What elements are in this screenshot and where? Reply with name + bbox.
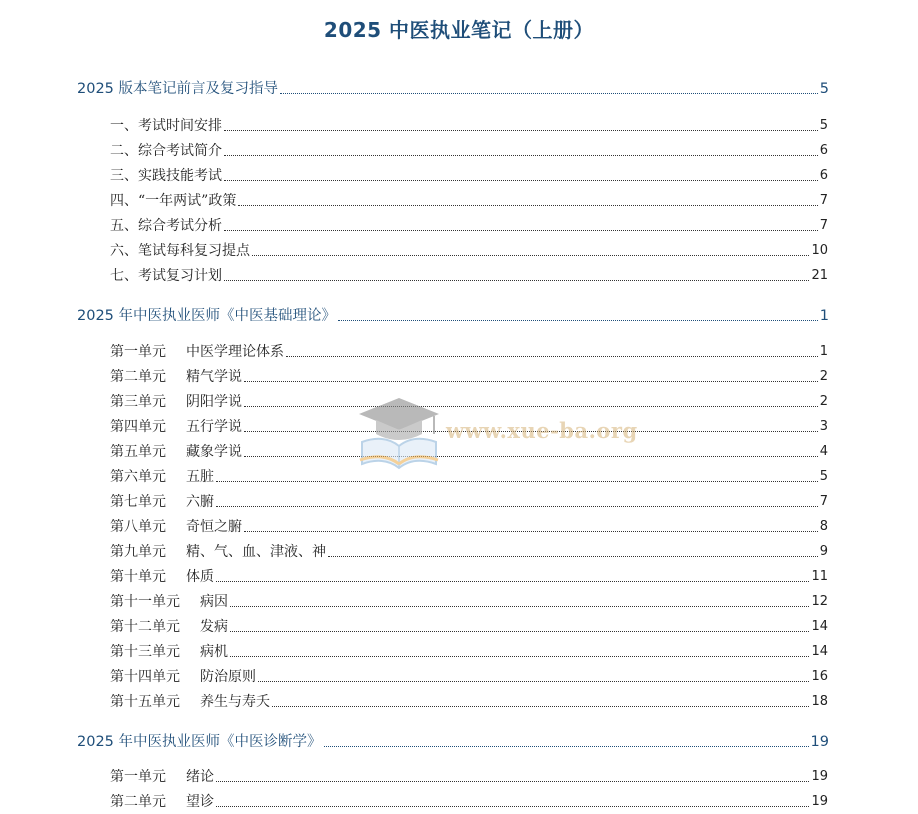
dot-leader — [216, 581, 809, 582]
toc-item-label: 体质 — [186, 569, 214, 585]
toc-item[interactable] — [110, 191, 828, 211]
toc-unit-label: 第十三单元 — [110, 644, 180, 660]
dot-leader — [328, 556, 818, 557]
toc-page-number: 18 — [811, 694, 828, 709]
toc-unit-label: 第二单元 — [110, 369, 166, 385]
toc-heading-label: 2025 版本笔记前言及复习指导 — [77, 81, 279, 97]
toc-item-label: 五行学说 — [186, 419, 242, 435]
toc-page-number: 16 — [811, 669, 828, 684]
toc-page-number: 1 — [819, 344, 828, 359]
toc-item[interactable] — [110, 392, 828, 412]
toc-item-label: 五脏 — [186, 469, 214, 485]
toc-page-number: 21 — [811, 268, 828, 283]
toc-unit-label: 第十一单元 — [110, 594, 180, 610]
watermark-text: www.xue-ba.org — [446, 418, 638, 443]
dot-leader — [216, 481, 818, 482]
toc-item[interactable] — [110, 617, 828, 637]
toc-item[interactable] — [110, 542, 828, 562]
dot-leader — [216, 806, 809, 807]
toc-item[interactable] — [110, 692, 828, 712]
toc-item-label: 藏象学说 — [186, 444, 242, 460]
dot-leader — [238, 205, 817, 206]
toc-item[interactable] — [110, 467, 828, 487]
toc-page-number: 10 — [811, 243, 828, 258]
toc-page-number: 11 — [811, 569, 828, 584]
dot-leader — [216, 781, 809, 782]
toc-item[interactable] — [110, 567, 828, 587]
toc-page-number: 19 — [811, 769, 828, 784]
toc-unit-label: 第五单元 — [110, 444, 166, 460]
toc-heading-diagnostics[interactable] — [77, 732, 829, 752]
toc-item[interactable] — [110, 216, 828, 236]
toc-item[interactable] — [110, 367, 828, 387]
toc-page-number: 5 — [819, 469, 828, 484]
toc-page-number: 9 — [819, 544, 828, 559]
toc-unit-label: 第一单元 — [110, 344, 166, 360]
toc-item[interactable] — [110, 592, 828, 612]
toc-item[interactable] — [110, 667, 828, 687]
toc-item[interactable] — [110, 417, 828, 437]
toc-unit-label: 第三单元 — [110, 394, 166, 410]
dot-leader — [244, 406, 818, 407]
toc-item-label: 精气学说 — [186, 369, 242, 385]
toc-item[interactable] — [110, 342, 828, 362]
dot-leader — [224, 130, 818, 131]
toc-page-number: 7 — [819, 494, 828, 509]
toc-item[interactable] — [110, 642, 828, 662]
toc-item-label: 奇恒之腑 — [186, 519, 242, 535]
toc-page-number: 7 — [819, 193, 828, 208]
toc-page-number: 6 — [819, 168, 828, 183]
toc-item[interactable] — [110, 116, 828, 136]
toc-item[interactable] — [110, 517, 828, 537]
toc-item-label: 望诊 — [186, 794, 214, 810]
toc-item-label: 发病 — [200, 619, 228, 635]
toc-item[interactable] — [110, 792, 828, 812]
toc-item-label: 二、综合考试简介 — [110, 143, 222, 159]
toc-unit-label: 第十单元 — [110, 569, 166, 585]
dot-leader — [244, 531, 818, 532]
dot-leader — [252, 255, 809, 256]
dot-leader — [224, 280, 809, 281]
toc-item[interactable] — [110, 492, 828, 512]
dot-leader — [280, 93, 818, 94]
toc-unit-label: 第六单元 — [110, 469, 166, 485]
dot-leader — [224, 155, 818, 156]
dot-leader — [244, 381, 818, 382]
toc-unit-label: 第七单元 — [110, 494, 166, 510]
toc-page-number: 8 — [819, 519, 828, 534]
toc-page-number: 19 — [810, 734, 829, 750]
toc-item[interactable] — [110, 166, 828, 186]
toc-page-number: 1 — [819, 308, 829, 324]
toc-heading-label: 2025 年中医执业医师《中医诊断学》 — [77, 734, 322, 750]
toc-item-label: 三、实践技能考试 — [110, 168, 222, 184]
toc-page-number: 7 — [819, 218, 828, 233]
toc-page-number: 14 — [811, 619, 828, 634]
toc-page-number: 5 — [819, 81, 829, 97]
dot-leader — [244, 431, 818, 432]
toc-item[interactable] — [110, 266, 828, 286]
toc-page-number: 6 — [819, 143, 828, 158]
dot-leader — [224, 230, 818, 231]
toc-unit-label: 第十四单元 — [110, 669, 180, 685]
dot-leader — [272, 706, 809, 707]
toc-item-label: 养生与寿夭 — [200, 694, 270, 710]
toc-heading-preface[interactable] — [77, 79, 829, 99]
toc-page-number: 2 — [819, 369, 828, 384]
toc-page-number: 12 — [811, 594, 828, 609]
toc-item-label: 防治原则 — [200, 669, 256, 685]
toc-unit-label: 第九单元 — [110, 544, 166, 560]
toc-unit-label: 第十五单元 — [110, 694, 180, 710]
toc-heading-basic-theory[interactable] — [77, 306, 829, 326]
toc-unit-label: 第八单元 — [110, 519, 166, 535]
toc-heading-label: 2025 年中医执业医师《中医基础理论》 — [77, 308, 337, 324]
toc-item-label: 一、考试时间安排 — [110, 118, 222, 134]
dot-leader — [258, 681, 809, 682]
dot-leader — [244, 456, 818, 457]
toc-unit-label: 第一单元 — [110, 769, 166, 785]
toc-item[interactable] — [110, 767, 828, 787]
dot-leader — [230, 656, 809, 657]
toc-item-label: 病因 — [200, 594, 228, 610]
toc-page-number: 3 — [819, 419, 828, 434]
toc-page-number: 5 — [819, 118, 828, 133]
toc-item-label: 绪论 — [186, 769, 214, 785]
dot-leader — [224, 180, 818, 181]
dot-leader — [324, 746, 809, 747]
toc-unit-label: 第十二单元 — [110, 619, 180, 635]
dot-leader — [230, 631, 809, 632]
toc-unit-label: 第二单元 — [110, 794, 166, 810]
toc-item[interactable] — [110, 241, 828, 261]
toc-unit-label: 第四单元 — [110, 419, 166, 435]
toc-item-label: 中医学理论体系 — [186, 344, 284, 360]
dot-leader — [338, 320, 818, 321]
toc-item-label: 六、笔试每科复习提点 — [110, 243, 250, 259]
toc-item-label: 四、“一年两试”政策 — [110, 193, 237, 209]
toc-item-label: 阴阳学说 — [186, 394, 242, 410]
toc-page-number: 4 — [819, 444, 828, 459]
toc-item-label: 病机 — [200, 644, 228, 660]
toc-item[interactable] — [110, 442, 828, 462]
toc-item-label: 精、气、血、津液、神 — [186, 544, 326, 560]
toc-page-number: 19 — [811, 794, 828, 809]
toc-page-number: 2 — [819, 394, 828, 409]
dot-leader — [286, 356, 818, 357]
page-title: 2025 中医执业笔记（上册） — [323, 18, 595, 42]
toc-item-label: 六腑 — [186, 494, 214, 510]
dot-leader — [230, 606, 809, 607]
dot-leader — [216, 506, 818, 507]
toc-item-label: 五、综合考试分析 — [110, 218, 222, 234]
toc-item[interactable] — [110, 141, 828, 161]
toc-item-label: 七、考试复习计划 — [110, 268, 222, 284]
toc-page-number: 14 — [811, 644, 828, 659]
